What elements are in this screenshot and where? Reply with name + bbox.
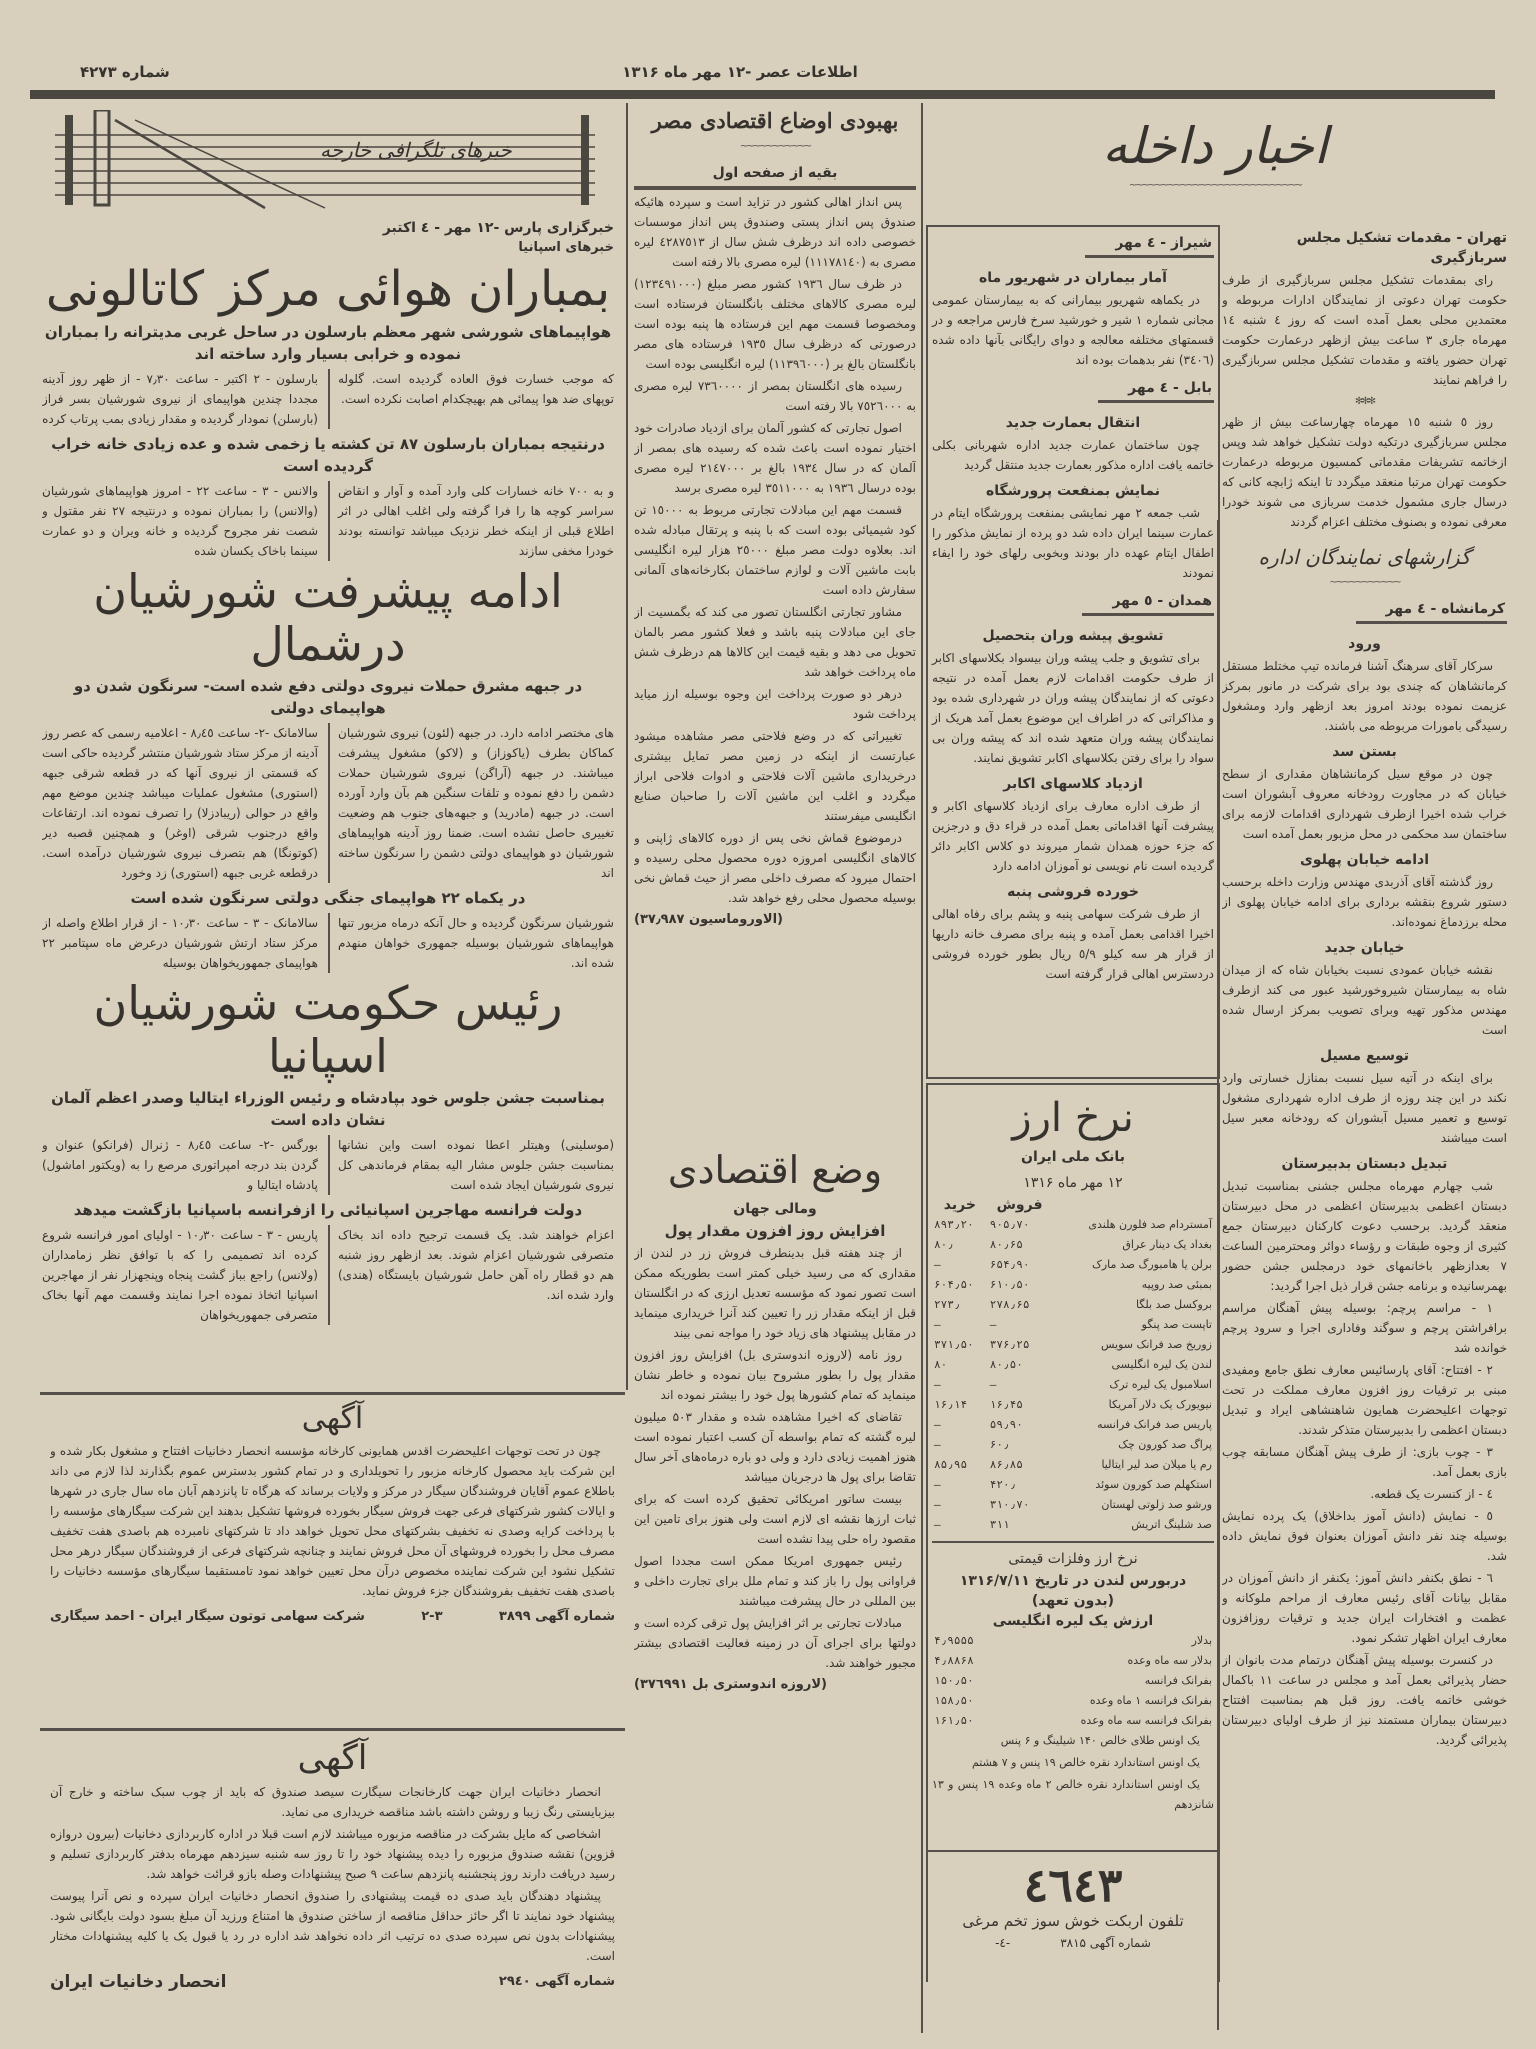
subheadline: دولت فرانسه مهاجرین اسپانیائی را ازفرانسه باسپانیا بازگشت میدهد: [73, 1200, 583, 1219]
telegraph-logo: [40, 110, 615, 210]
buy-rate: ۸۰: [934, 1358, 948, 1371]
news-text: از طرف اداره معارف برای ازدیاد کلاسهای اکابر و پیشرفت آنها اقداماتی بعمل آمده در قراء دق و درجزین که جزء حوزه همدان شمار میروند دو کلاس اکابر دائر گردیده است نام نویسی نو آموزان ادامه دارد: [932, 799, 1214, 873]
news-headline: تبدیل دبستان بدبیرستان: [1281, 1156, 1448, 1172]
subheadline: بمناسبت جشن جلوس خود بپادشاه و رئیس الوزراء ایتالیا وصدر اعظم آلمان نشان داده است: [51, 1088, 605, 1129]
article-text: که موجب خسارت فوق العاده گردیده است. گلوله توپهای ضد هوا پیمائی هم بهیچکدام اصابت نکرده است.: [328, 369, 614, 429]
currency-name: استکهلم صد کورون سوئد: [1095, 1478, 1212, 1491]
conversion-name: بدلار: [1191, 1634, 1212, 1647]
buy-rate: —: [934, 1318, 941, 1331]
article-text: اعزام خواهند شد. یک قسمت ترجیح داده اند بخاک متصرفی شورشیان اعزام شوند. بعد ازظهر روز شنبه هم دو قطار راه آهن حامل شورشیان بایستگاه (هندی) وارد شده اند.: [328, 1225, 614, 1325]
tehran-kermanshah-column: [1222, 222, 1507, 2030]
currency-name: صد شلینگ اتریش: [1131, 1518, 1212, 1531]
ad-paragraph: انحصار دخانیات ایران جهت کارخانجات سیگارت سیصد صندوق که باید از چوب سبک ساخته و خارج آن بیزبایستی رنگ زیبا و روشن داشته باشد مناقصه خریداری می نماید.: [50, 1785, 615, 1820]
ornament: ✻✻✻: [1354, 396, 1375, 407]
currency-name: بمبئی صد روپیه: [1141, 1278, 1212, 1291]
sell-rate: —: [989, 1318, 997, 1331]
conversion-value: ۴٫۸۸۶۸: [934, 1654, 974, 1667]
domestic-news-banner: [925, 102, 1505, 218]
sell-rate: ۸۰٫۵۰: [989, 1358, 1023, 1371]
column-divider: [921, 103, 923, 2033]
ornament: ~~~~~~~~~~~: [1329, 577, 1400, 588]
currency-name: رم یا میلان صد لیر ایتالیا: [1101, 1458, 1212, 1471]
buy-rate: ۲۷۳٫: [934, 1298, 961, 1311]
pound-value-row: [932, 1631, 1214, 1651]
news-text: برای تشویق و جلب پیشه وران بیسواد بکلاسهای اکابر از طرف حکومت اقدامات لازم بعمل آمده در نتیجه دعوتی که از نمایندگان پیشه وران در شهرداری شده بود و مذاکراتی که در اطراف این موضوع بعمل آمد هریک از نمایندگان پیشه وران متعهد شده اند که پیشه وران بی سواد را برای رفتن بکلاسهای اکابر تشویق نمایند.: [932, 651, 1214, 765]
program-item: ٥ - نمایش (دانش آموز بداخلاق) یک پرده نمایش بوسیله چند نفر دانش آموزان بعنوان فوق نمایش داده شد.: [1222, 1509, 1507, 1563]
subheadline: هواپیماهای شورشی شهر معظم بارسلون در ساحل غربی مدیترانه را بمباران نموده و خرابی بسیار وارد ساخته اند: [44, 323, 612, 364]
article-text: و به ۷۰۰ خانه خسارات کلی وارد آمده و آوار و انقاض سراسر کوچه ها را فرا گرفته ولی اغلب اهالی در اثر اطلاع قبلی از اینکه خطر نزدیک میباشد توانسته بودند خودرا مخفی سازند: [328, 481, 614, 561]
article-paragraph: از چند هفته قبل بدینطرف فروش زر در لندن از مقداری که می رسید خیلی کمتر است بطوریکه ممکن است تصور نمود که مؤسسه تعدیل ارزی که در انگلستان قبل از اینکه مقدار زر را تعیین کند آنرا خریداری مینماید در مقابل پیشنهاد های زیاد خود را مواجه نمی بیند: [634, 1245, 916, 1340]
metals-title: نرخ ارز وفلزات قیمتی: [1008, 1551, 1138, 1567]
exchange-rate-row: [932, 1215, 1214, 1235]
conversion-value: ۴٫۹۵۵۵: [934, 1634, 974, 1647]
conversion-name: بفرانک فرانسه سه ماه وعده: [1080, 1714, 1212, 1727]
article-paragraph: درهر دو صورت پرداخت این وجوه بوسیله ارز میاید پرداخت شود: [634, 687, 916, 722]
program-item: ٤ - از کنسرت یک قطعه.: [1370, 1487, 1493, 1501]
headline-catalonia-bombing: بمباران هوائی مرکز کاتالونی: [45, 261, 611, 317]
program-item: ۲ - افتتاح: آقای پارسائیس معارف نطق جامع ومفیدی مبنی بر ترقیات روز افزون معارف مملکت در تحت توجهات اعلیحضرت همایون شاهنشاهی ایراد و تبدیل دبستان اعظمی را بدبیرستان متذکر شدند.: [1222, 1363, 1507, 1437]
article-paragraph: پس انداز اهالی کشور در تزاید است و سپرده هائیکه صندوق پس انداز پستی وصندوق پس انداز موسسات خصوصی داده اند درظرف شش سال از ٤۲۸۷٥۱۳ لیره مصری به (۱۱۱۷۸۱٤٠) لیره مصری بالا رفته است: [634, 195, 916, 270]
provincial-news-box: [926, 225, 1220, 1079]
pound-value-row: [932, 1691, 1214, 1711]
article-text: (موسلینی) وهیتلر اعطا نموده است واین نشانها بمناسبت جشن جلوس مشار الیه بمقام فرماندهی کل نیروی شورشیان ایجاد شده است: [328, 1135, 614, 1195]
ad-paragraph: اشخاصی که مایل بشرکت در مناقصه مزبوره میباشند لازم است قبلا در اداره کاربردازی دخانیات (بیرون دروازه قزوین) نقشه صندوق مزبوره را دیده پیشنهاد خود را تا روز سه شنبه سیزدهم مهرماه بدفتر کاربردازی تسلیم و رسید دریافت دارند روز پنجشنبه پانزدهم ساعت ۹ صبح پیشنهادات وصله بازو قرائت خواهد شد.: [50, 1827, 615, 1882]
buy-rate: ۳۷۱٫۵۰: [934, 1338, 974, 1351]
foreign-news-column: [42, 218, 614, 1388]
currency-name: زوریخ صد فرانک سویس: [1101, 1338, 1212, 1351]
exchange-rates-box: [926, 1083, 1220, 1852]
program-item: ٦ - نطق بکنفر دانش آموز: یکنفر از دانش آموزان در مقابل بیانات آقای رئیس معارف از مراحم ملوکانه و عظمت و افتخارات ایران جدید و ترقیات روزافزون معارف ایران اظهار تشکر نمود.: [1222, 1571, 1507, 1645]
news-headline: تهران - مقدمات تشکیل مجلس سربازگیری: [1296, 230, 1507, 266]
news-text: چون در موقع سیل کرمانشاهان مقداری از سطح خیابان که در مجاورت رودخانه معروف آبشوران است خراب شده اخیرا ازطرف شهرداری اقدامات لازمه برای ساختمان سد محکمی در محل مزبور بعمل آمده است: [1222, 767, 1507, 841]
article-subtitle: ومالی جهان: [733, 1200, 817, 1217]
article-text: شورشیان سرنگون گردیده و حال آنکه درماه مزبور تنها هواپیماهای شورشیان بوسیله جمهوری خواهان منهدم شده اند.: [328, 913, 614, 973]
ad-insertion: ۲-۳: [421, 1608, 443, 1624]
news-headline: خورده فروشی پنبه: [1007, 884, 1139, 900]
paper-date: اطلاعات عصر -۱۲ مهر ماه ۱۳۱۶: [622, 63, 858, 81]
ad-body: چون در تحت توجهات اعلیحضرت اقدس همایونی کارخانه مؤسسه انحصار دخانیات افتتاح و مشغول بکار شده و این شرکت باید محصول کارخانه مزبور را تحویلداری و در تمام کشور بدسترس عموم بگذارند لذا لازم می داند باطلاع عموم آقایان فروشندگان سیگار در مرکز و ولایات برساند که هرگاه تا پانزدهم آبان ماه سال جاری در شهرها و ایالات کشور شرکتهای فرعی جهت فروش سیگار بخورده فروشها تشکیل بدهند این شرکت سیگارهای مؤسسه را با پرداخت کرایه وصدی نه تخفیف بشرکتهای محل تحویل خواهد داد تا شرکتهای نامبرده هم باصدی هفت تخفیف مصرف محل را بخورده فروشهای آن محل فروش نمایند و چنانچه شرکتهای فرعی از فروشندگان سیگار درهر محل تشکیل نشود این شرکت نماینده مخصوص درآن محل تعیین خواهد نمود تامستقیما سیگارهای مؤسسه دخانیات را باصدی هفت تخفیف بفروشندگان جزء فروش نماید.: [50, 1443, 615, 1598]
headline-rebel-advance: ادامه پیشرفت شورشیان درشمال: [93, 564, 563, 672]
conversion-name: بدلار سه ماه وعده: [1127, 1654, 1212, 1667]
subheadline: در یکماه ۲۲ هواپیمای جنگی دولتی سرنگون شده است: [130, 888, 526, 907]
article-paragraph: مبادلات تجارتی بر اثر افزایش پول ترقی کرده است و دولتها برای اجرای آن در زمینه فعالیت اقتصادی بیشتر مجبور خواهند شد.: [634, 1615, 916, 1670]
agency-line: خبرگزاری پارس -۱۲ مهر - ٤ اکتبر: [382, 220, 614, 236]
egypt-economy-article: [634, 105, 916, 1137]
article-source: (لاروزه اندوستری بل ۳۷٦۹۹۱): [634, 1676, 827, 1692]
subheadline: در جبهه مشرق حملات نیروی دولتی دفع شده است- سرنگون شدن دو هواپیمای دولتی: [73, 676, 583, 717]
subheadline: درنتیجه بمباران بارسلون ۸۷ تن کشته یا زخمی شده و عده زیادی خانه خراب گردیده است: [51, 435, 605, 476]
news-headline: توسیع مسیل: [1319, 1048, 1410, 1064]
news-text: نقشه خیابان عمودی نسبت بخیابان شاه که از میدان شاه به بیمارستان شیروخورشید عبور می کند ازطرف مهندس مذکور تهیه وبرای تصویب بمرکز ارسال شده است: [1222, 963, 1507, 1037]
exchange-rate-row: [932, 1255, 1214, 1275]
ad-number: شماره آگهی ۳۸۹۹: [498, 1608, 615, 1624]
program-item: ۳ - چوب بازی: از طرف پیش آهنگان مسابقه چوب بازی بعمل آمد.: [1222, 1445, 1507, 1479]
dateline-kermanshah: کرمانشاه - ٤ مهر: [1356, 599, 1507, 624]
news-headline: خیابان جدید: [1324, 940, 1405, 956]
sell-rate: ۶۵۴٫۹۰: [989, 1258, 1030, 1271]
metal-price-line: یک اونس استاندارد نقره خالص ۲ ماه وعده ۱۹ پنس و ۱۳ شانزدهم: [932, 1778, 1214, 1811]
exchange-rate-row: [932, 1475, 1214, 1495]
article-title: وضع اقتصادی: [667, 1148, 883, 1192]
conversion-name: بفرانک فرانسه: [1144, 1674, 1212, 1687]
ad-title: آگهی: [297, 1738, 368, 1778]
news-text: در کنسرت بوسیله پیش آهنگان درتمام مدت بانوان از حضار پذیرائی بعمل آمد و مجلس در ساعت ۱۱ باکمال خوشی خاتمه یافت. روز قبل هم بمناسبت افتتاح دبیرستان بیماران مستمند نیز از طرف اولیای دبیرستان پذیرائی گردید.: [1222, 1653, 1507, 1747]
reports-heading: گزارشهای نمایندگان اداره: [1258, 545, 1471, 569]
sell-rate: ۵۹٫۹۰: [989, 1418, 1023, 1431]
news-text: برای اینکه در آتیه سیل نسبت بمنازل خسارتی وارد نکند در این چند روزه از طرف اداره شهرداری مشغول توسیع و تعمیر مسیل آبشوران که رودخانه معبر سیل است میباشند: [1222, 1071, 1507, 1145]
exchange-rate-row: [932, 1375, 1214, 1395]
section-divider: [40, 1392, 625, 1395]
sell-rate: ۳۱۰٫۷۰: [989, 1498, 1030, 1511]
article-text: بارسلون - ۲ اکتبر - ساعت ۷٫۳۰ - از ظهر روز آدینه مجددا چندین هواپیمای از نیروی شورشیان بسر فراز (بارسلن) نمودار گردیده و مقدار زیادی بمب پرتاب کرده: [42, 372, 318, 427]
news-text: چون ساختمان عمارت جدید اداره شهربانی بکلی خاتمه یافت اداره مذکور بعمارت جدید منتقل گردید: [932, 438, 1214, 472]
conversion-value: ۱۵۸٫۵۰: [934, 1694, 974, 1707]
buy-rate: —: [934, 1258, 941, 1271]
buy-rate: —: [934, 1498, 941, 1511]
news-text: رای بمقدمات تشکیل مجلس سربازگیری از طرف حکومت تهران دعوتی از نمایندگان ادارات مربوطه و معتمدین محلی بعمل آمده است که روز ٤ شنبه ۱٤ مهرماه جاری ۳ ساعت بیش ازظهر درعمارت حکومت تهران حضور یافته و مقدمات تشکیل مجلس سربازگیری را فراهم نمایند: [1222, 273, 1507, 387]
currency-name: پراگ صد کورون چک: [1118, 1438, 1212, 1451]
ad-number: شماره آگهی ۳۸۱۵: [1060, 1936, 1151, 1950]
news-headline: انتقال بعمارت جدید: [1005, 415, 1141, 431]
news-headline: ادامه خیابان پهلوی: [1299, 852, 1430, 868]
news-headline: بستن سد: [1332, 744, 1397, 760]
news-text: سرکار آقای سرهنگ آشنا فرمانده تیپ مختلط مستقل کرمانشاهان که چندی بود برای شرکت در مانور بمرکز عزیمت نموده بودند امروز بعد ازظهر وارد ومشغول رسیدگی بامورات مربوطه می باشند.: [1222, 659, 1507, 733]
sell-rate: ۸۰٫۶۵: [989, 1238, 1023, 1251]
sell-rate: ۸۶٫۸۵: [989, 1458, 1023, 1471]
article-title: بهبودی اوضاع اقتصادی مصر: [651, 108, 899, 133]
news-headline: آمار بیماران در شهریور ماه: [979, 270, 1167, 286]
article-source: (الاوروماسیون ۳۷٫۹۸۷): [634, 912, 783, 928]
currency-name: تاپست صد پنگو: [1141, 1318, 1212, 1331]
article-paragraph: قسمت مهم این مبادلات تجارتی مربوط به ۱٥٠٠٠ تن کود شیمیائی بوده است که با پنبه و پرتقال مبادله شده اند. بعلاوه دولت مصر مبلغ ۲٥٠٠٠ هزار لیره انگلیسی بابت ماشین آلات و لوازم ساختمان بکارخانه‌های آلمانی سفارش داده است: [634, 503, 916, 598]
exchange-rate-row: [932, 1335, 1214, 1355]
exchange-rate-row: [932, 1355, 1214, 1375]
sell-rate: ۳۷۶٫۲۵: [989, 1338, 1030, 1351]
section-divider: [40, 1728, 625, 1731]
news-headline: تشویق پیشه وران بتحصیل: [982, 628, 1164, 644]
ornament: ~~~~~~~~~~~: [739, 141, 811, 153]
currency-name: بروکسل صد بلگا: [1135, 1298, 1212, 1311]
sell-rate: ۶۰٫: [989, 1438, 1010, 1451]
buy-rate: —: [934, 1478, 941, 1491]
ad-signature: انحصار دخانیات ایران: [50, 1972, 227, 1993]
article-paragraph: درموضوع قماش نخی پس از دوره کالاهای ژاپنی و کالاهای انگلیسی امروزه دوره محصول محلی رسیده و احتمال میرود که مصرف داخلی مصر از حیث قماش نخی بوسیله محصول محلی رفع خواهد شد.: [634, 831, 916, 906]
exchange-rate-row: [932, 1235, 1214, 1255]
article-headline: افزایش روز افزون مقدار پول: [664, 1221, 886, 1240]
sell-rate: ۶۱۰٫۵۰: [989, 1278, 1030, 1291]
currency-name: نیویورک یک دلار آمریکا: [1108, 1398, 1212, 1411]
buy-rate: ۸۵٫۹۵: [934, 1458, 968, 1471]
buy-rate: —: [934, 1418, 941, 1431]
conversion-value: ۱۵۰٫۵۰: [934, 1674, 974, 1687]
dateline-shiraz: شیراز - ٤ مهر: [1085, 233, 1214, 258]
metals-value-head: ارزش یک لیره انگلیسی: [992, 1613, 1154, 1629]
exchange-rate-row: [932, 1435, 1214, 1455]
conversion-name: بفرانک فرانسه ۱ ماه وعده: [1089, 1694, 1212, 1707]
buy-rate: ۸۹۳٫۲۰: [934, 1218, 974, 1231]
logo-lettering: خبرهای تلگرافی خارجه: [320, 138, 512, 162]
dateline-babol: بابل - ٤ مهر: [1098, 378, 1214, 403]
news-headline: ورود: [1348, 636, 1381, 652]
advertisement-heater: [926, 1852, 1220, 1982]
world-economy-article: [634, 1145, 916, 2030]
article-paragraph: اصول تجارتی که کشور آلمان برای ازدیاد صادرات خود اختیار نموده است باعث شده که رسیده های بمصر از آلمان که در سال ۱۹۳٤ بالغ بر ۲۱٤۷٠٠٠ لیره مصری بوده درسال ۱۹۳٦ به ۳٥۱۱٠٠٠ لیره مصری برسد: [634, 421, 916, 496]
exchange-rate-row: [932, 1295, 1214, 1315]
dateline-hamadan: همدان - ٥ مهر: [1082, 591, 1214, 616]
exchange-rate-table: [932, 1195, 1214, 1535]
news-headline: ازدیاد کلاسهای اکابر: [1003, 776, 1143, 792]
news-text: شب جمعه ۲ مهر نمایشی بمنفعت پرورشگاه ایتام در عمارت سینما ایران داده شد دو پرده از نمایش مذکور را اطفال ایتام عهده دار بودند وبخوبی رلهای خود را ایفاء نمودند: [932, 506, 1214, 580]
article-paragraph: تقاضای که اخیرا مشاهده شده و مقدار ۵۰۳ میلیون لیره گشته که تمام بواسطه آن کسب اعتبار نموده است هنوز اهمیت زیادی دارد و ولی دو باره درماه‌های آخر سال تقاضا برای پول ها درجریان میباشد: [634, 1409, 916, 1484]
news-text: از طرف شرکت سهامی پنبه و پشم برای رفاه اهالی اخیرا اقدامی بعمل آمده و پنبه برای مصرف خانه داریها از قرار هر سه کیلو ٥/۹ ریال بطور خورده فروشی دردسترس اهالی قرار گرفته است: [932, 907, 1214, 981]
column-header-sell: فروش: [996, 1197, 1043, 1213]
news-text: روز ٥ شنبه ۱٥ مهرماه چهارساعت بیش از ظهر مجلس سربازگیری درتکیه دولت تشکیل خواهد شد وپس ازخاتمه تشریفات مقدماتی کمسیون مربوطه درعمارت حکومت تهران مرتبا منعقد میگردد تا اینکه ژابچه کانی که درسال جاری مشمول خدمت سربازی می شوند خودرا معرفی نموده و بصنوف مختلف اعزام گردند: [1222, 415, 1507, 529]
article-text: پاریس - ۳ - ساعت ۱۰٫۳۰ - اولیای امور فرانسه شروع کرده اند تصمیمی را که با توافق نظر زمامداران (ولانس) راجع بباز گشت پنجاه وپنجهزار نفر از مهاجرین اسپانیا اتخاذ نموده اجرا نمایند وقسمت مهم آنها بخاک متصرفی جمهوریخواهان: [42, 1227, 319, 1322]
sell-rate: —: [989, 1378, 997, 1391]
ornament: ~~~~~~~~~~~~~~~~~~~~~~~~~~~: [1128, 179, 1302, 191]
metal-price-line: یک اونس استاندارد نقره خالص ۱۹ پنس و ۷ هشتم: [971, 1756, 1200, 1769]
conversion-value: ۱۶۱٫۵۰: [934, 1714, 974, 1727]
currency-name: آمستردام صد فلورن هلندی: [1088, 1218, 1212, 1231]
metals-subtitle: دربورس لندن در تاریخ ۱۳۱۶/۷/۱۱: [959, 1573, 1187, 1589]
currency-name: لندن یک لیره انگلیسی: [1111, 1358, 1212, 1371]
ad-insertion: -٤-: [995, 1936, 1011, 1950]
buy-rate: —: [934, 1438, 941, 1451]
bank-name: بانک ملی ایران: [1021, 1149, 1125, 1165]
sell-rate: ۱۶٫۴۵: [989, 1398, 1023, 1411]
currency-name: اسلامبول یک لیره ترک: [1109, 1378, 1212, 1391]
exchange-rate-row: [932, 1415, 1214, 1435]
headline-rebel-leader: رئیس حکومت شورشیان اسپانیا: [93, 975, 563, 1083]
buy-rate: ۸۰٫: [934, 1238, 954, 1251]
advertisement-tobacco-monopoly: [50, 1735, 615, 2030]
pound-value-row: [932, 1671, 1214, 1691]
ad-text: تلفون اربکت خوش سوز تخم مرغی: [962, 1912, 1184, 1930]
pound-value-table: [932, 1631, 1214, 1731]
section-kicker: خبرهای اسپانیا: [518, 240, 614, 255]
continued-label: بقیه از صفحه اول: [634, 163, 916, 190]
article-text: والانس - ۳ - ساعت ۲۲ - امروز هواپیماهای شورشیان (والانس) را بمباران نموده و درنتیجه ۲۷ نفر مقتول و شصت نفر مجروح گردیده و خانه ویران و دو عمارت سینما باخاک یکسان شده: [42, 484, 318, 559]
currency-name: پاریس صد فرانک فرانسه: [1097, 1418, 1212, 1431]
news-text: شب چهارم مهرماه مجلس جشنی بمناسبت تبدیل دبستان اعظمی بدبیرستان اعظمی در محل دبیرستان منعقد گردید. برحسب دعوت کارکنان دبیرستان جمع کثیری از وجوه طبقات و رؤساء دوائر ومحترمین الساعت ۷ بعدازظهر باخانمهای خود درمجلس جشن حضور بهمرسانیده و برنامه جشن قرار ذیل اجرا گردید:: [1222, 1179, 1507, 1293]
exchange-rate-row: [932, 1495, 1214, 1515]
sell-rate: ۹۰۵٫۷۰: [989, 1218, 1030, 1231]
masthead-rule: [30, 90, 1495, 99]
exchange-rate-row: [932, 1275, 1214, 1295]
pound-value-row: [932, 1651, 1214, 1671]
program-item: ۱ - مراسم پرچم: بوسیله پیش آهنگان مراسم برافراشتن پرچم و سوگند وفاداری اجرا و سرود پرچم خوانده شد: [1222, 1301, 1507, 1355]
ad-title: آگهی: [301, 1401, 364, 1436]
buy-rate: ۱۶٫۱۴: [934, 1398, 968, 1411]
ad-signature: شرکت سهامی توتون سیگار ایران - احمد سیگاری: [50, 1608, 365, 1624]
article-text: سالامانک - ۳ - ساعت ۱۰٫۳۰ - از قرار اطلاع واصله از مرکز ستاد ارتش شورشیان درعرض ماه سپتامبر ۲۲ هواپیمای جمهوریخواهان بوسیله: [42, 915, 318, 970]
sell-rate: ۳۱۱: [989, 1518, 1010, 1531]
metal-price-line: یک اونس طلای خالص ۱۴۰ شیلینگ و ۶ پنس: [1000, 1734, 1200, 1747]
sell-rate: ۲۷۸٫۶۵: [989, 1298, 1030, 1311]
article-paragraph: تغییراتی که در وضع فلاحتی مصر مشاهده میشود عبارتست از اینکه در زمین مصر تمایل بیشتری درخریداری ماشین آلات فلاحتی و ادوات فلاحی ابراز میگردد و اغلب این ماشین آلات را صاحبان صنایع انگلیسی میفرستند: [634, 729, 916, 824]
article-text: های مختصر ادامه دارد. در جبهه (لئون) نیروی شورشیان کماکان بطرف (یاکوزاز) و (لاکو) مشغول پیشرفت میباشند. در جبهه (آراگن) نیروی شورشیان حملات دشمن را دفع نموده و تلفات سنگین هم بآن وارد آورده است. در جبهه (مادرید) و جبهه‌های جنوب هم وضعیت تغییری حاصل نشده است. ضمنا روز آدینه هواپیماهای شورشیان دو هواپیمای دولتی دشمن را سرنگون ساخته اند: [328, 723, 614, 883]
exchange-rate-row: [932, 1315, 1214, 1335]
article-paragraph: رسیده های انگلستان بمصر از ۷۳٦٠٠٠٠ لیره مصری به ۷٥۲٦٠٠٠ بالا رفته است: [634, 379, 916, 414]
exchange-title: نرخ ارز: [1012, 1095, 1134, 1141]
column-divider: [626, 103, 628, 1390]
exchange-rate-row: [932, 1515, 1214, 1535]
column-header-buy: خرید: [943, 1197, 976, 1213]
currency-name: ورشو صد زلوتی لهستان: [1101, 1498, 1212, 1511]
ad-number: شماره آگهی ۲۹٤٠: [498, 1974, 615, 1990]
article-text: بورگس -۲- ساعت ۸٫٤٥ - ژنرال (فرانکو) عنوان و گردن بند درجه امپراتوری مرصع را به (ویکتور اماشول) پادشاه ایتالیا و: [42, 1137, 318, 1192]
currency-name: برلن یا هامبورگ صد مارک: [1092, 1258, 1212, 1271]
article-paragraph: در ظرف سال ۱۹۳٦ کشور مصر مبلغ (۱۲۳٤۹۱٠٠٠) لیره مصری کالاهای مختلف بانگلستان فرستاده است ومخصوصا قسمت مهم این فرستاده ها پنبه بوده است درصورتی که درظرف سال ۱۹۳٥ فرستاده های مصر بانگلستان بالغ بر (۱۱۳۹٦٠٠٠) لیره انگلیسی بوده است: [634, 277, 916, 372]
article-paragraph: رئیس جمهوری امریکا ممکن است مجددا اصول فراوانی پول را باز کند و تمام ملل برای تجارت داخلی و بین المللی در حال پیشرفت میباشند: [634, 1553, 916, 1608]
exchange-rate-row: [932, 1455, 1214, 1475]
news-headline: نمایش بمنفعت پرورشگاه: [985, 483, 1160, 499]
ad-paragraph: پیشنهاد دهندگان باید صدی ده قیمت پیشنهادی را صندوق انحصار دخانیات ایران سپرده و نص آنرا پیوست پیشنهاد خود نمایند تا اگر حائز حداقل مناقصه از ساختن صندوق ها امتناع ورزید آن مبلغ بسود دولت بایگانی شود. پیشنهادات بدون نص سپرده صدی ده ترتیب اثر داده نخواهد شد اداره در رد یا قبول یک یا کلیه پیشنهادات مختار است.: [50, 1889, 615, 1964]
banner-title: اخبار داخله: [1102, 117, 1328, 175]
article-paragraph: مشاور تجارتی انگلستان تصور می کند که بگمسیت از جای این مبادلات پنبه باشد و فعلا کشور مصر بالمان تحویل می دهد و بقیه قیمت این کالاها هم درظرف شش ماه پرداخت خواهد شد: [634, 605, 916, 680]
sell-rate: ۴۲۰٫: [989, 1478, 1017, 1491]
exchange-rate-row: [932, 1395, 1214, 1415]
ad-phone-number: ٤٦٤٣: [1023, 1858, 1123, 1912]
news-text: روز گذشته آقای آذربدی مهندس وزارت داخله برحسب دستور شروع بنقشه برداری برای ادامه خیابان پهلوی از محله برزدماغ نموده‌اند.: [1222, 875, 1507, 929]
buy-rate: —: [934, 1518, 941, 1531]
buy-rate: ۶۰۴٫۵۰: [934, 1278, 974, 1291]
currency-name: بغداد یک دینار عراق: [1122, 1238, 1212, 1251]
advertisement-tobacco-company: [50, 1398, 615, 1726]
article-paragraph: روز نامه (لاروزه اندوستری بل) افزایش روز افزون مقدار پول را بطور مشروح بیان نموده و خاطر نشان مینماید که تمام کشورها پول خود را بیشتر نموده اند: [634, 1347, 916, 1402]
buy-rate: —: [934, 1378, 941, 1391]
exchange-date: ۱۲ مهر ماه ۱۳۱۶: [1023, 1175, 1123, 1191]
pound-value-row: [932, 1711, 1214, 1731]
metals-note: (بدون تعهد): [1031, 1593, 1115, 1609]
article-text: سالامانک -۲- ساعت ۸٫٤٥ - اعلامیه رسمی که عصر روز آدینه از مرکز ستاد شورشیان منتشر گردیده حاکی است که قسمتی از نیروی آنها که در قطعه شرقی جبهه (استوری) مشغول عملیات میباشد چندین موضع مهم واقع در حوالی (ریبادزلا) را تصرف نموده اند. ارتفاعات واقع درجنوب شرقی (اوغر) و همچنین قصبه دیر (کوتونگا) هم بتصرف نیروی شورشیان درآمده است. درقطعه غربی جبهه (استوری) زد وخورد: [42, 725, 318, 880]
article-paragraph: بیست ساتور امریکائی تحقیق کرده است که برای ثبات ارزها نقشه ای لازم است ولی هنوز برای تامین این مقصود راه حلی پیدا نشده است: [634, 1491, 916, 1546]
issue-number: شماره ۴۲۷۳: [80, 63, 170, 81]
news-text: در یکماهه شهریور بیمارانی که به بیمارستان عمومی مجانی شماره ۱ شیر و خورشید سرخ فارس مراجعه و در قسمتهای مختلفه معالجه و دوای رایگانی بآنها داده شده (۳٤٠٦) نفر بدهمات بوده اند: [932, 293, 1215, 367]
